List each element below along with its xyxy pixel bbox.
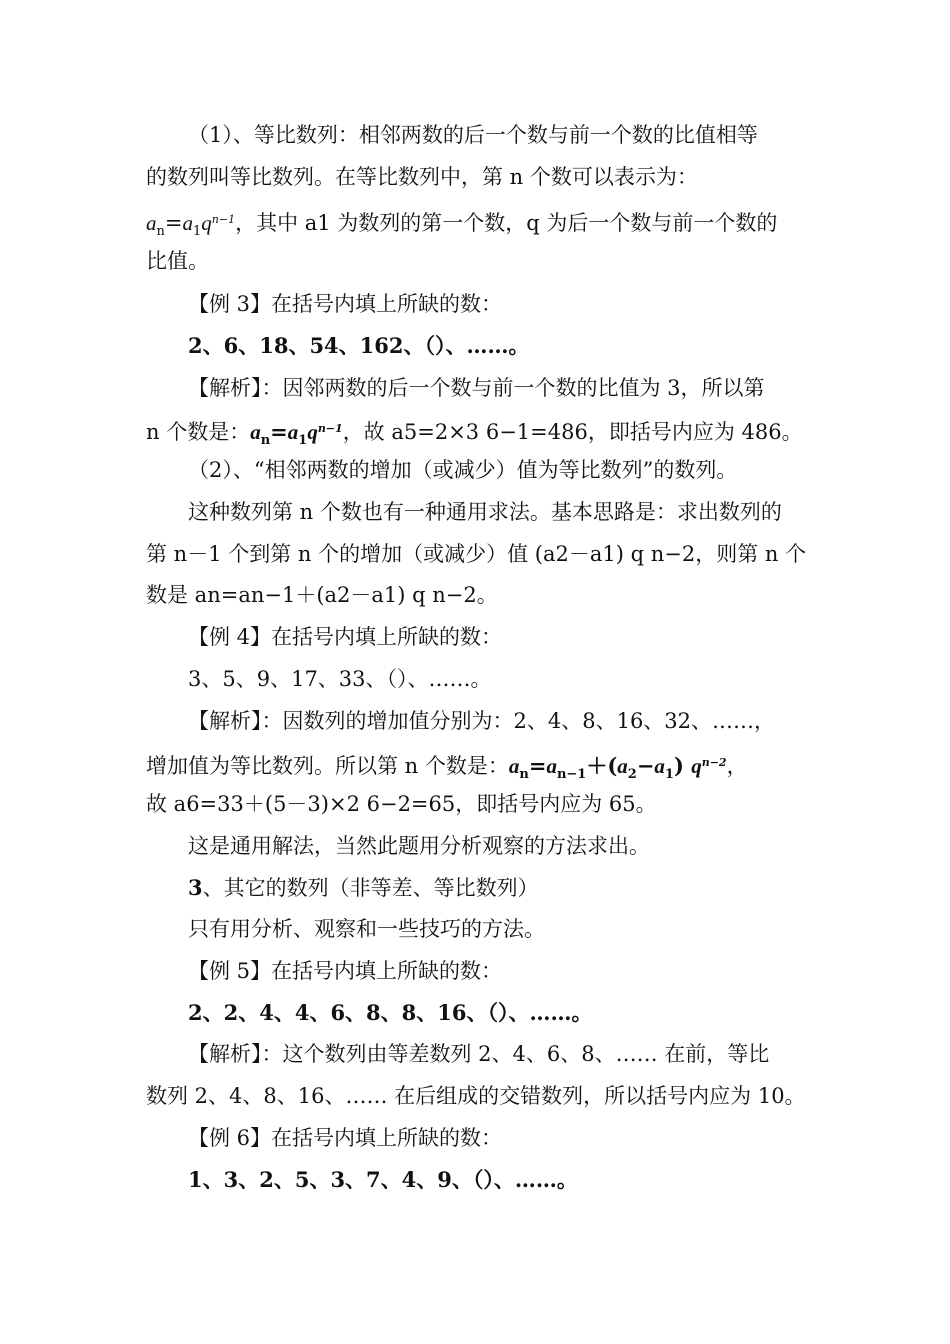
example-4-note: 这是通用解法，当然此题用分析观察的方法求出。: [188, 834, 650, 858]
other-sequences-number: 3: [188, 875, 203, 900]
example-4-analysis-line-1: 【解析】：因数列的增加值分别为：2、4、8、16、32、……，: [188, 709, 776, 733]
example-4-analysis-line-3: 故 a6=33＋(5－3)×2 6−2=65，即括号内应为 65。: [146, 792, 657, 816]
example-3-analysis-prefix: n 个数是：: [146, 420, 251, 444]
other-sequences-heading: [188, 871, 810, 905]
example-3-analysis-suffix: ，故 a5=2×3 6−1=486，即括号内应为 486。: [342, 420, 803, 444]
example-4-analysis-line-2: 增加值为等比数列。所以第 n 个数是：$a_n=a_{n-1}+(a_2-a_1)$ $q^{n-2}$，: [146, 753, 748, 782]
example-3-analysis-line-2: [146, 412, 810, 446]
geometric-definition-line-1: （1）、等比数列：相邻两数的后一个数与前一个数的比值相等: [188, 123, 758, 147]
example-5-sequence: 2、2、4、4、6、8、8、16、（）、……。: [188, 1000, 593, 1025]
increment-section-line-4: 数是 an=an−1＋(a2－a1) q n−2。: [146, 583, 498, 607]
example-5-analysis-line-2: 数列 2、4、8、16、…… 在后组成的交错数列，所以括号内应为 10。: [146, 1084, 806, 1108]
geometric-definition-line-2: 的数列叫等比数列。在等比数列中，第 n 个数可以表示为：: [146, 165, 698, 189]
example-3-analysis-line-1: 【解析】：因邻两数的后一个数与前一个数的比值为 3，所以第: [188, 376, 765, 400]
other-sequences-description: 只有用分析、观察和一些技巧的方法。: [188, 917, 545, 941]
geometric-formula-explanation: ，其中 a1 为数列的第一个数，q 为后一个数与前一个数的: [235, 211, 778, 235]
example-3-sequence: 2、6、18、54、162、（）、……。: [188, 333, 530, 358]
geometric-definition-line-4: 比值。: [146, 249, 209, 273]
example-5-analysis-line-1: 【解析】：这个数列由等差数列 2、4、6、8、…… 在前，等比: [188, 1042, 770, 1066]
increment-section-line-2: 这种数列第 n 个数也有一种通用求法。基本思路是：求出数列的: [188, 500, 782, 524]
example-4-sequence: 3、5、9、17、33、（）、……。: [188, 667, 492, 691]
increment-section-line-3: 第 n－1 个到第 n 个的增加（或减少）值 (a2－a1) q n−2，则第 n 个: [146, 542, 807, 566]
example-3-title: 【例 3】在括号内填上所缺的数：: [188, 292, 503, 316]
example-5-title: 【例 5】在括号内填上所缺的数：: [188, 959, 503, 983]
example-4-title: 【例 4】在括号内填上所缺的数：: [188, 625, 503, 649]
example-6-sequence: 1、3、2、5、3、7、4、9、（）、……。: [188, 1167, 578, 1192]
example-4-analysis-prefix: 增加值为等比数列。所以第 n 个数是：: [146, 754, 509, 778]
example-3-formula: $a_n=a_1q^{n-1}$: [250, 419, 343, 448]
increment-section-line-1: （2）、“相邻两数的增加（或减少）值为等比数列”的数列。: [188, 458, 738, 482]
example-6-title: 【例 6】在括号内填上所缺的数：: [188, 1126, 503, 1150]
example-4-formula: $a_n=a_{n-1}+(a_2-a_1)$ $q^{n-2}$: [508, 753, 727, 782]
geometric-formula-line: [146, 203, 810, 237]
other-sequences-heading-text: 、其它的数列（非等差、等比数列）: [202, 876, 539, 900]
geometric-formula: $a_n=a_1q^{n-1}$: [146, 211, 236, 239]
